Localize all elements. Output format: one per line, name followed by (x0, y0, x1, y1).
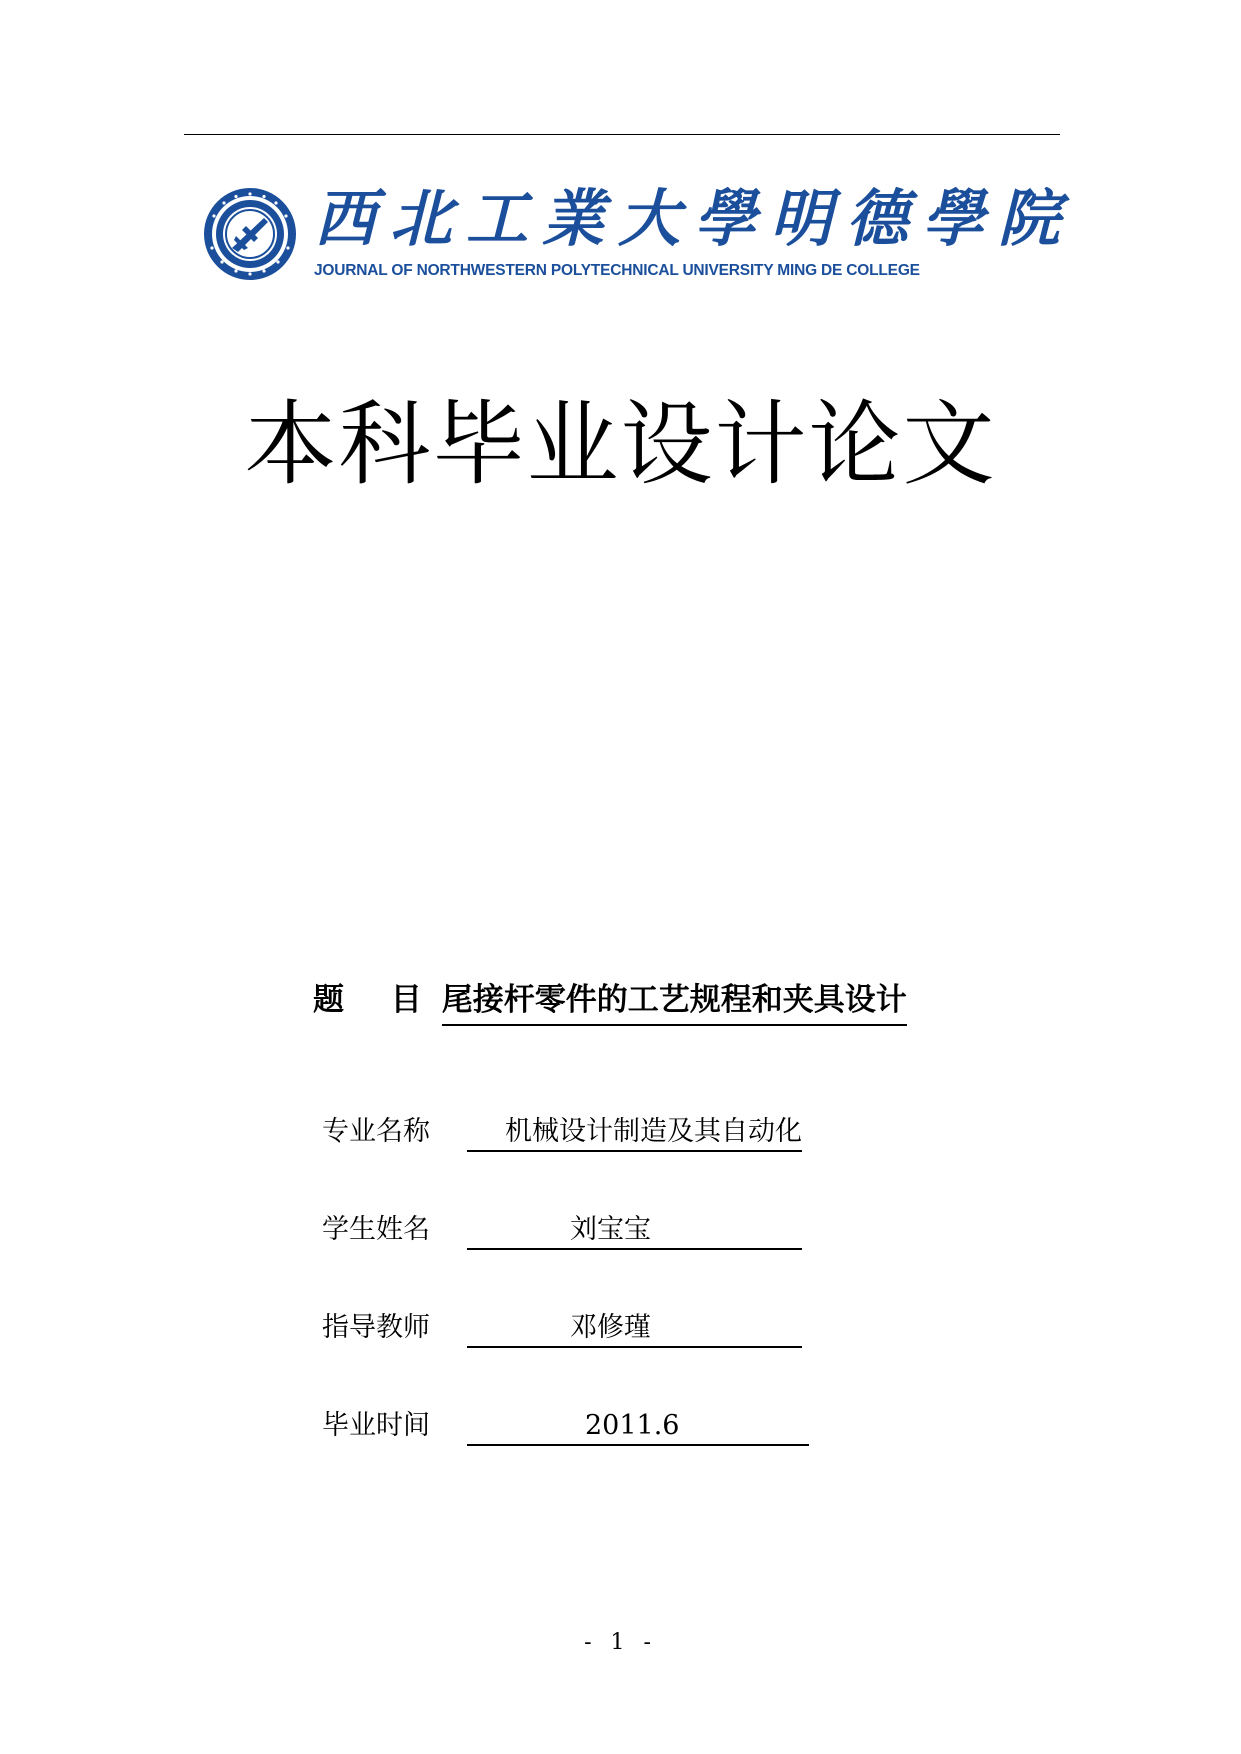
topic-label: 题 目 (313, 982, 440, 1018)
document-title: 本科毕业设计论文 (244, 391, 997, 498)
graduation-time-field (467, 1404, 809, 1446)
university-emblem-icon (202, 186, 298, 282)
header-rule (184, 134, 1060, 135)
major-label: 专业名称 (322, 1116, 430, 1147)
page-number: - 1 - (584, 1630, 657, 1655)
advisor-label: 指导教师 (322, 1312, 430, 1343)
college-logo (202, 182, 1075, 292)
student-name-label: 学生姓名 (322, 1214, 430, 1245)
advisor-field (467, 1306, 802, 1348)
graduation-time-value: 2011.6 (585, 1410, 680, 1441)
major-value-field (467, 1110, 802, 1152)
student-name-value: 刘宝宝 (570, 1214, 651, 1245)
graduation-time-label: 毕业时间 (322, 1410, 430, 1441)
topic-value: 尾接杆零件的工艺规程和夹具设计 (442, 978, 907, 1026)
advisor-value: 邓修瑾 (570, 1312, 651, 1343)
topic-row (313, 978, 907, 1026)
student-name-field (467, 1208, 802, 1250)
college-logo-title: 西北工業大學明德學院 (314, 182, 1075, 255)
college-logo-subtitle: JOURNAL OF NORTHWESTERN POLYTECHNICAL UNIVERSITY MING DE COLLEGE (314, 262, 920, 279)
major-value: 机械设计制造及其自动化 (505, 1116, 802, 1147)
